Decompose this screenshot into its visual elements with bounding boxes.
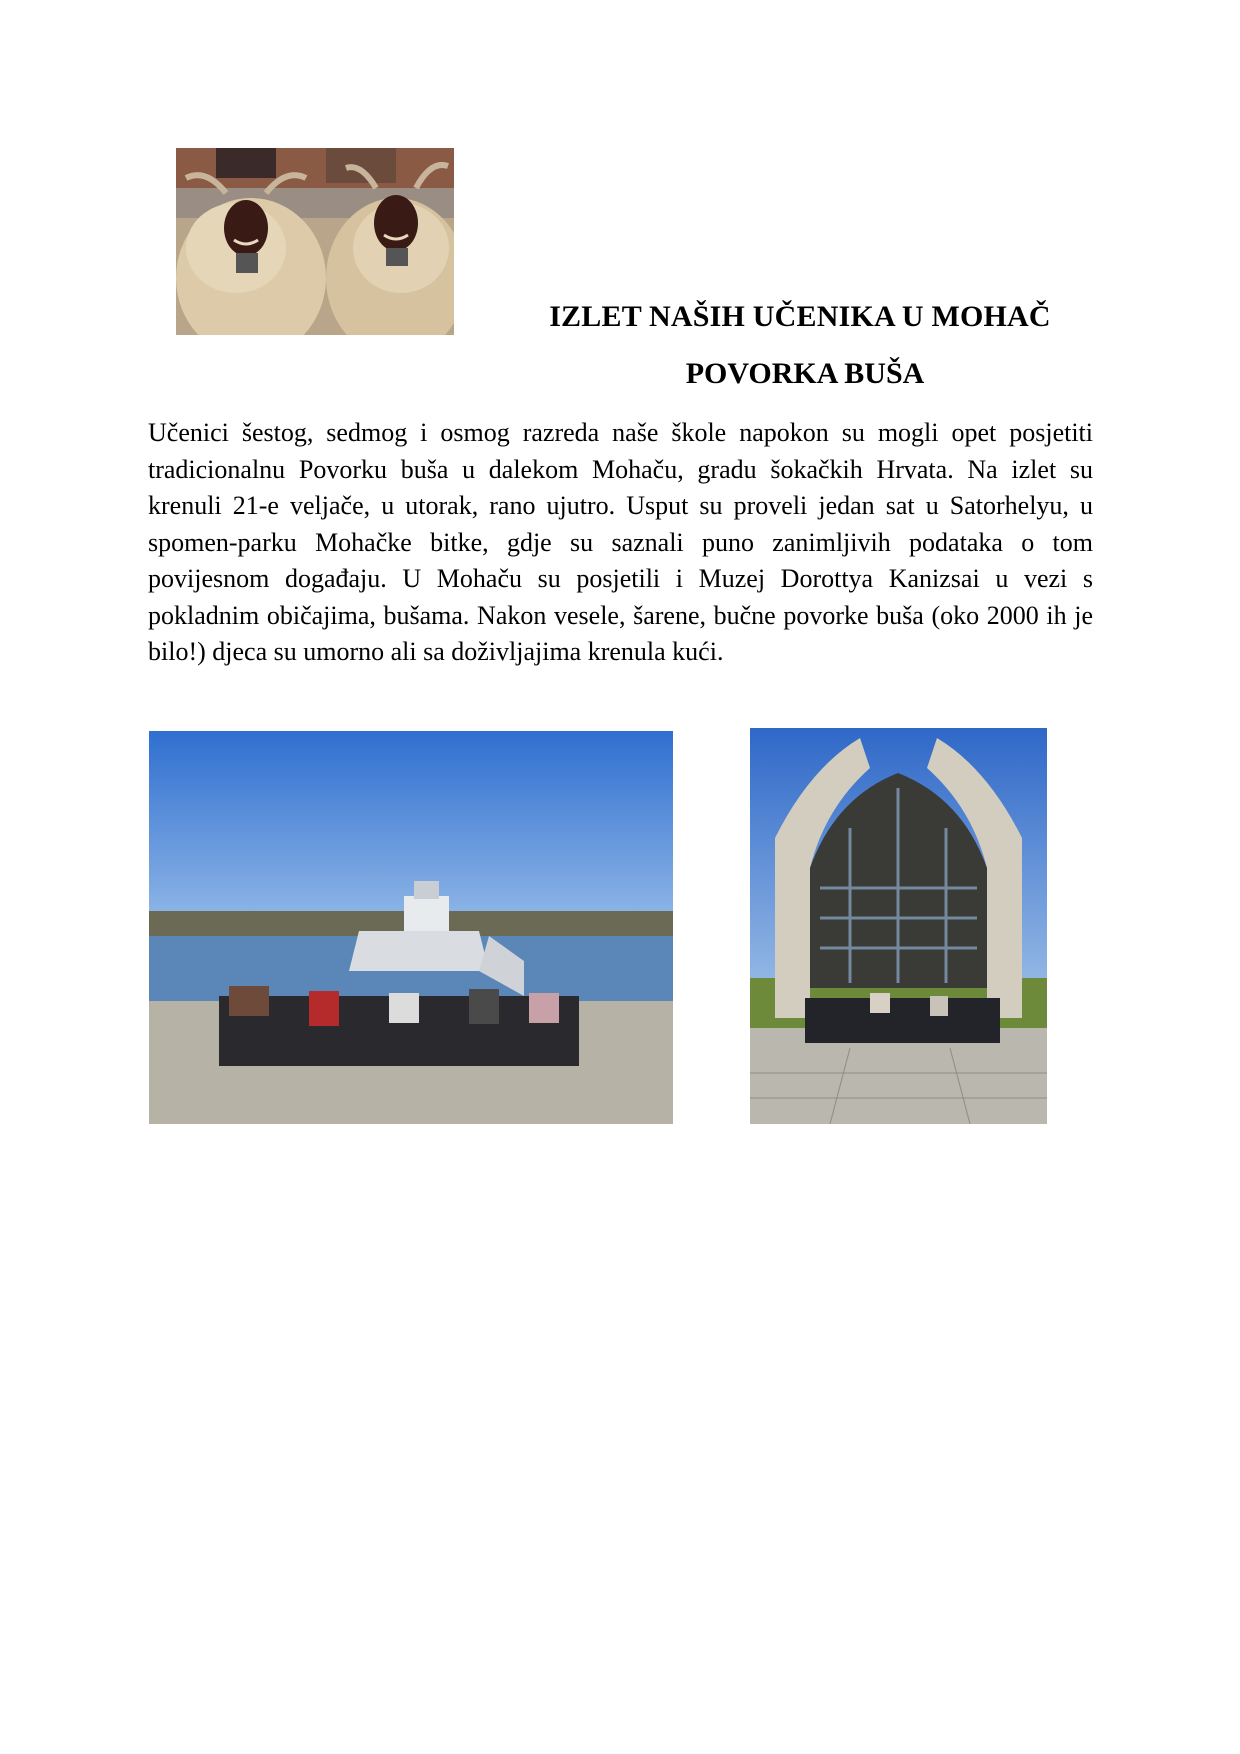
busos-image: [176, 148, 454, 335]
monument-group-image: [750, 728, 1047, 1124]
ferry-group-photo: [149, 731, 673, 1124]
article-title: IZLET NAŠIH UČENIKA U MOHAČ: [549, 300, 1051, 333]
article-subtitle: POVORKA BUŠA: [685, 357, 925, 390]
ferry-group-image: [149, 731, 673, 1124]
monument-group-photo: [750, 728, 1047, 1124]
article-body: Učenici šestog, sedmog i osmog razreda naše škole napokon su mogli opet posjetiti tradicionalnu Povorku buša u dalekom Mohaču, gradu šokačkih Hrvata. Na izlet su krenuli 21-e veljače, u utorak, rano ujutro. Usput su proveli jedan sat u Satorhelyu, u spomen-parku Mohačke bitke, gdje su saznali puno zanimljivih podataka o tom povijesnom događaju. U Mohaču su posjetili i Muzej Dorottya Kanizsai u vezi s pokladnim običajima, bušama. Nakon vesele, šarene, bučne povorke buša (oko 2000 ih je bilo!) djeca su umorno ali sa doživljajima krenula kući.: [148, 418, 1093, 666]
busos-photo: [176, 148, 454, 335]
